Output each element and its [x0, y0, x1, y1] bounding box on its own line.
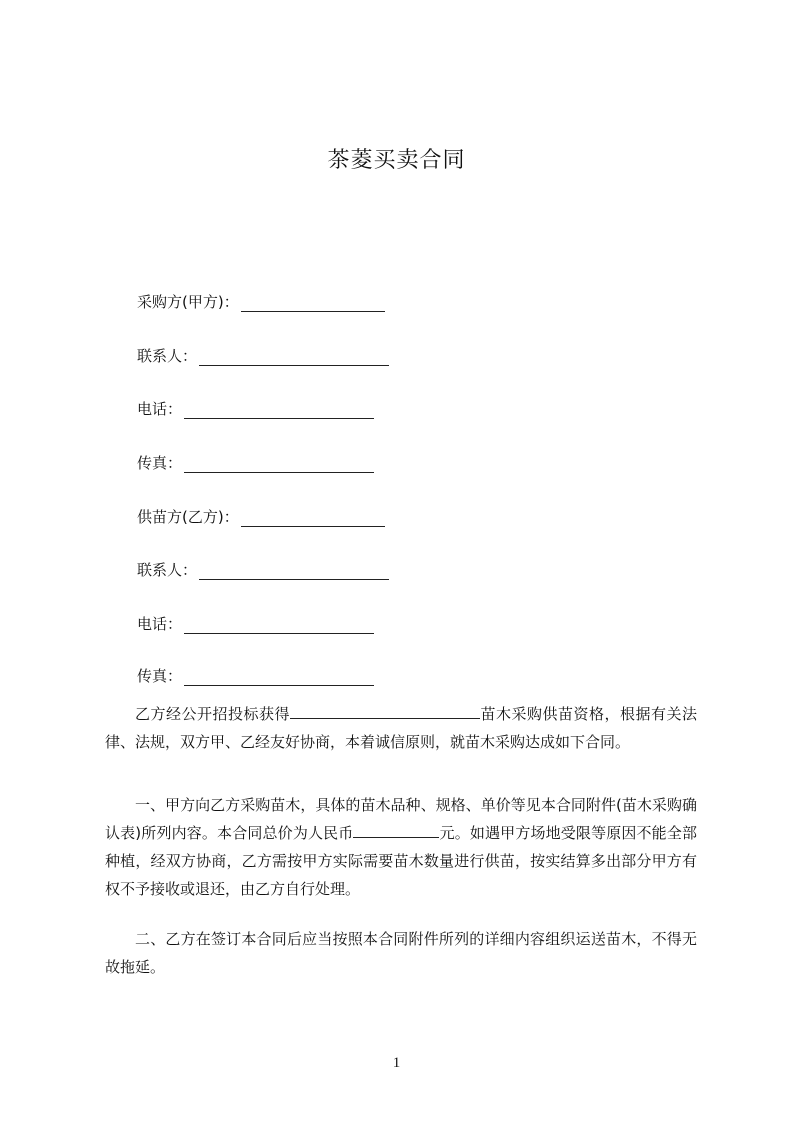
buyer-fax-label: 传真： [137, 454, 183, 472]
buyer-fax-field [137, 453, 374, 473]
buyer-contact-blank [199, 350, 389, 366]
buyer-phone-blank [184, 403, 374, 419]
paragraph-bid-text-a: 乙方经公开招投标获得 [135, 705, 290, 723]
supplier-contact-blank [199, 564, 389, 580]
page-number: 1 [392, 1055, 401, 1071]
project-name-blank [290, 704, 480, 719]
supplier-label: 供苗方(乙方)： [137, 508, 239, 526]
supplier-contact-field [137, 560, 389, 580]
paragraph-clause-2: 二、乙方在签订本合同后应当按照本合同附件所列的详细内容组织运送苗木，不得无故拖延。 [105, 930, 697, 976]
buyer-fax-blank [184, 457, 374, 473]
document-title: 茶菱买卖合同 [327, 148, 466, 173]
supplier-fax-blank [184, 670, 374, 686]
buyer-phone-field [137, 399, 374, 419]
buyer-field [137, 292, 385, 312]
clause-1-text-a: 一、甲方向乙方采购苗木，具体的苗木品种、规格、单价等见本合同附件(苗木采购确认表)所列内容。本合同总价为人民币 [105, 796, 697, 842]
paragraph-bid [105, 700, 697, 756]
paragraph-clause-1 [105, 791, 697, 903]
buyer-contact-field [137, 346, 389, 366]
supplier-contact-label: 联系人： [137, 561, 198, 579]
buyer-contact-label: 联系人： [137, 347, 198, 365]
clause-1-text-b: 元。如遇甲方场地受限等原因不能全部种植，经双方协商，乙方需按甲方实际需要苗木数量进行供苗，按实结算多出部分甲方有权不予接收或退还，由乙方自行处理。 [105, 824, 697, 898]
supplier-fax-label: 传真： [137, 667, 183, 685]
supplier-field [137, 507, 385, 527]
supplier-phone-field [137, 614, 374, 634]
total-price-blank [353, 823, 439, 838]
supplier-blank [241, 511, 385, 527]
supplier-fax-field [137, 666, 374, 686]
buyer-phone-label: 电话： [137, 400, 183, 418]
paragraph-bid-text-b: 苗木采购供苗资格，根据有关法律、法规，双方甲、乙经友好协商，本着诚信原则，就苗木采购达成如下合同。 [105, 705, 697, 751]
supplier-phone-blank [184, 618, 374, 634]
supplier-phone-label: 电话： [137, 615, 183, 633]
buyer-label: 采购方(甲方)： [137, 293, 239, 311]
buyer-blank [241, 296, 385, 312]
